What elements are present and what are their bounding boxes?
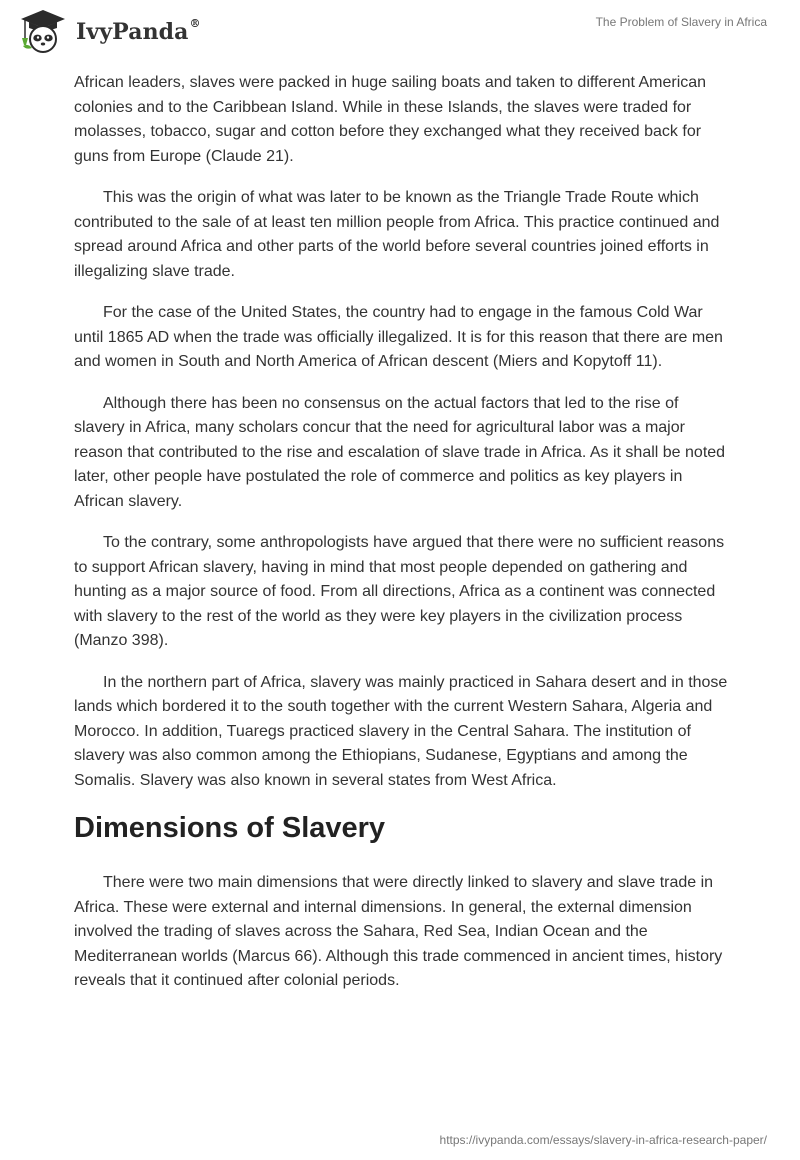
page-header-title: The Problem of Slavery in Africa <box>595 15 767 29</box>
paragraph: To the contrary, some anthropologists have argued that there were no sufficient reasons to support African slavery, having in mind that most people depended on gathering and hunting as a major source of food. From all directions, Africa as a continent was connected with slavery to the rest of the world as they were key players in the civilization process (Manzo 398). <box>74 534 725 649</box>
paragraph: Although there has been no consensus on the actual factors that led to the rise of slavery in Africa, many scholars concur that the need for agricultural labor was a major reason that contributed to the rise and escalation of slave trade in Africa. As it shall be noted later, other people have postulated the role of commerce and politics as key players in African slavery. <box>74 394 726 510</box>
logo-registered-mark: ® <box>189 17 201 30</box>
logo[interactable] <box>14 8 201 54</box>
paragraph: There were two main dimensions that were directly linked to slavery and slave trade in Africa. These were external and internal dimensions. In general, the external dimension involved the trading of slaves across the Sahara, Red Sea, Indian Ocean and the Mediterranean worlds (Marcus 66). Although this trade commenced in ancient times, history reveals that it continued after colonial periods. <box>74 874 723 989</box>
paragraph: This was the origin of what was later to be known as the Triangle Trade Route which contributed to the sale of at least ten million people from Africa. This practice continued and spread around Africa and other parts of the world before several countries joined efforts in illegalizing slave trade. <box>74 189 720 280</box>
paragraph: In the northern part of Africa, slavery was mainly practiced in Sahara desert and in those lands which bordered it to the south together with the current Western Sahara, Algeria and Morocco. In addition, Tuaregs practiced slavery in the Central Sahara. The institution of slavery was also common among the Ethiopians, Sudanese, Egyptians and among the Somalis. Slavery was also known in several states from West Africa. <box>74 673 728 789</box>
source-url[interactable]: https://ivypanda.com/essays/slavery-in-africa-research-paper/ <box>439 1133 767 1147</box>
section-heading: Dimensions of Slavery <box>74 812 386 844</box>
paragraph: For the case of the United States, the country had to engage in the famous Cold War until 1865 AD when the trade was officially illegalized. It is for this reason that there are men and women in South and North America of African descent (Miers and Kopytoff 11). <box>74 304 723 370</box>
panda-graduate-icon <box>14 8 72 54</box>
article-body <box>74 71 730 1011</box>
logo-text: IvyPanda® <box>76 17 201 45</box>
paragraph-continuation: African leaders, slaves were packed in huge sailing boats and taken to different American colonies and to the Caribbean Island. While in these Islands, the slaves were traded for molasses, tobacco, sugar and cotton before they exchanged what they received back for guns from Europe (Claude 21). <box>74 74 707 165</box>
